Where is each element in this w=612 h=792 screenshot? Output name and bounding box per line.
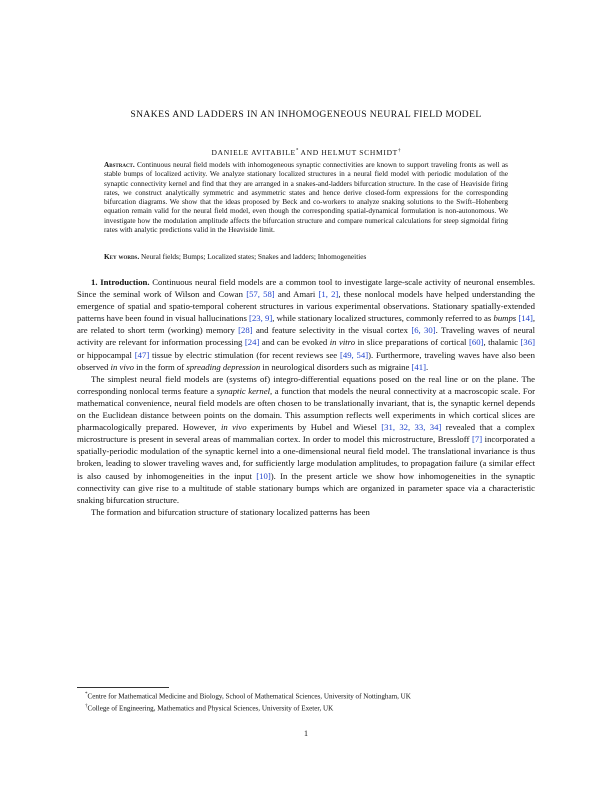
footnote-text: Centre for Mathematical Medicine and Biology, School of Mathematical Sciences, University of Nottingham, UK [87,692,411,701]
author-1: DANIELE AVITABILE [211,148,296,157]
text-run: in the form of [133,361,187,372]
body-text [77,276,535,518]
citation-link[interactable]: [49, 54] [339,349,369,360]
author-and: AND [300,148,319,157]
text-run: tissue by electric stimulation (for recent reviews see [149,349,340,360]
author-1-mark: * [295,148,299,154]
paragraph-1 [77,276,535,373]
keywords-text: Neural fields; Bumps; Localized states; Snakes and ladders; Inhomogeneities [141,252,367,261]
footnote-mark: * [85,692,88,697]
text-run: ). Furthermore, traveling waves have also been observed [77,349,535,372]
citation-link[interactable]: [1, 2] [318,289,339,300]
author-2-mark: † [397,148,401,154]
footnotes [77,690,535,714]
text-run: , a function that models the neural connectivity at a macroscopic scale. For mathematical convenience, neural field models are often chosen to be translationally invariant, that is, the synaptic kernel depends on the Euclidean distance between points on the domain. This assumption reflects well experiments in which cortical slices are pharmacologically prepared. However, [77,385,535,433]
text-run: or hippocampal [77,349,135,360]
citation-link[interactable]: [41] [411,361,426,372]
footnote-divider [77,687,169,688]
author-line [77,148,535,157]
text-run: in neurological disorders such as migraine [260,361,412,372]
abstract [104,160,508,234]
citation-link[interactable]: [31, 32, 33, 34] [381,422,442,433]
text-run: The simplest neural field models are (systems of) integro-differential equations posed on the real line or on the plane. The corresponding nonlocal terms feature a [77,373,535,396]
abstract-text: Continuous neural field models with inhomogeneous synaptic connectivities are known to support traveling fronts as well as stable bumps of localized activity. We analyze stationary localized structures in a neural field model with periodic modulation of the synaptic connectivity kernel and find that they are arranged in a snakes-and-ladders bifurcation structure. In the case of Heaviside firing rates, we construct analytically symmetric and asymmetric states and hence derive closed-form expressions for the corresponding bifurcation diagrams. We show that the ideas proposed by Beck and co-workers to analyze snaking solutions to the Swift–Hohenberg equation remain valid for the neural field model, even though the corresponding spatial-dynamical formulation is non-autonomous. We investigate how the modulation amplitude affects the bifurcation structure and compare numerical calculations for steep sigmoidal firing rates with analytic predictions valid in the Heaviside limit. [104,160,509,235]
citation-link[interactable]: [28] [238,325,253,336]
footnote-2 [77,702,535,714]
text-run: , these nonlocal models have helped understanding the emergence of spatial and spatio-temporal coherent structures in various experimental observations. Stationary spatially-extended patterns have been found in visual hallucinations [77,289,535,324]
text-run: . [426,361,429,372]
emphasis: synaptic kernel [216,385,271,396]
text-run: and feature selectivity in the visual cortex [252,325,412,336]
emphasis: bumps [493,313,517,324]
citation-link[interactable]: [36] [520,337,535,348]
citation-link[interactable]: [10] [256,470,271,481]
author-2: HELMUT SCHMIDT [321,148,398,157]
text-run: , are related to short term (working) memory [77,313,536,336]
text-run: ). In the present article we show how inhomogeneities in the synaptic connectivity can give rise to a multitude of stable stationary bumps which are organized in parameter space via a characteristic snaking bifurcation structure. [77,470,535,505]
citation-link[interactable]: [6, 30] [411,325,436,336]
page-number: 1 [304,729,308,738]
text-run: , while stationary localized structures, commonly referred to as [272,313,494,324]
section-heading: Introduction. [100,277,150,287]
text-run: Continuous neural field models are a common tool to investigate large-scale activity of neuronal ensembles. Since the seminal work of Wilson and Cowan [77,277,536,300]
citation-link[interactable]: [60] [468,337,484,348]
keywords [104,252,508,261]
emphasis: in vivo [220,422,247,433]
section-number: 1. [91,277,98,287]
text-run: revealed that a complex microstructure is present in several areas of mammalian cortex. In order to model this microstructure, Bressloff [77,422,536,445]
text-run: in slice preparations of cortical [355,337,469,348]
text-run: and Amari [274,289,319,300]
footnote-mark: † [85,703,88,709]
text-run: . Traveling waves of neural activity are relevant for information processing [77,325,535,348]
text-run: incorporated a spatially-periodic modulation of the synaptic kernel into a one-dimensional neural field model. The translational invariance is thus broken, leading to slower traveling waves and, for sufficiently large modulation amplitudes, to propagation failure (a similar effect is also caused by inhomogeneities in the input [77,434,535,481]
text-run: , thalamic [483,337,521,348]
emphasis: in vivo [110,361,134,372]
emphasis: spreading depression [186,361,261,372]
citation-link[interactable]: [23, 9] [249,313,273,324]
paragraph-3: The formation and bifurcation structure of stationary localized patterns has been [91,506,370,517]
citation-link[interactable]: [14] [518,313,533,324]
keywords-heading: Key words. [104,252,140,261]
text-run: experiments by Hubel and Wiesel [246,422,382,433]
paragraph-2 [77,373,535,506]
paper-title: SNAKES AND LADDERS IN AN INHOMOGENEOUS NEURAL FIELD MODEL [130,109,482,120]
text-run: and can be evoked [259,337,330,348]
citation-link[interactable]: [57, 58] [246,289,275,300]
citation-link[interactable]: [24] [244,337,260,348]
citation-link[interactable]: [47] [134,349,150,360]
footnote-1 [77,690,535,702]
citation-link[interactable]: [7] [471,434,483,445]
footnote-text: College of Engineering, Mathematics and Physical Sciences, University of Exeter, UK [87,704,334,713]
abstract-heading: Abstract. [104,160,135,169]
emphasis: in vitro [329,337,356,348]
